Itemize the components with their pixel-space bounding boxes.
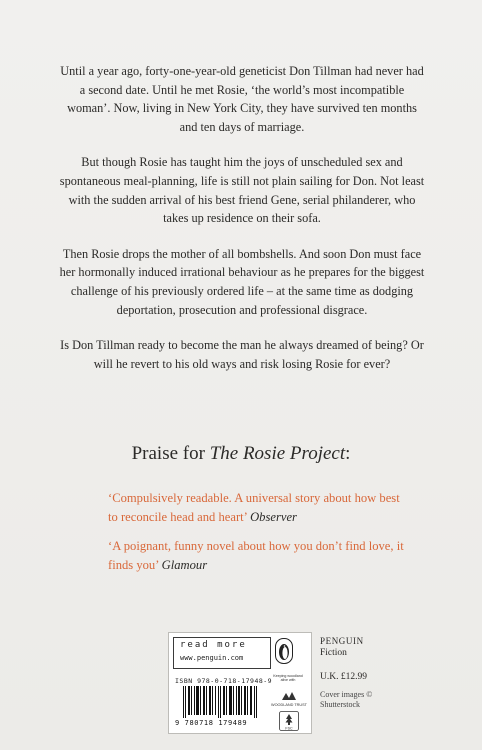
- quote-text: ‘A poignant, funny novel about how you don’t find love, it finds you’: [108, 539, 404, 572]
- cover-credit-line: Cover images ©: [320, 690, 373, 699]
- barcode-icon: [183, 686, 259, 718]
- cover-credit-line: Shutterstock: [320, 700, 360, 709]
- website-url: www.penguin.com: [180, 654, 244, 662]
- blurb-paragraph-1: Until a year ago, forty-one-year-old geneticist Don Tillman had never had a second date. Until he met Rosie, ‘the world’s most incompatible woman’. Now, living in New York City, they have survived ten months and ten days of marriage.: [60, 64, 424, 134]
- woodland-trust-logo-icon: [281, 691, 297, 701]
- quote-source: Observer: [250, 509, 297, 524]
- isbn-number: ISBN 978-0-718-17948-9: [175, 677, 273, 685]
- read-more-label: read more: [180, 640, 247, 650]
- quote-source: Glamour: [161, 557, 208, 572]
- woodland-trust-label: WOODLAND TRUST: [270, 703, 307, 707]
- blurb-paragraph-2: But though Rosie has taught him the joys of unscheduled sex and spontaneous meal-planning, life is still not plain sailing for Don. Not least with the sudden arrival of his best friend Gene, serial philanderer, who takes up residence on their sofa.: [59, 155, 425, 226]
- fsc-logo-icon: [279, 711, 299, 731]
- praise-heading: [0, 443, 482, 465]
- review-quote: [108, 537, 408, 574]
- book-category: Fiction: [320, 648, 347, 658]
- imprint-name: PENGUIN: [320, 636, 364, 646]
- barcode-panel: [168, 632, 312, 734]
- review-quote: [108, 489, 408, 526]
- blurb-paragraph-4: Is Don Tillman ready to become the man he always dreamed of being? Or will he revert to his old ways and risk losing Rosie for ever?: [60, 338, 424, 371]
- cover-credit: [320, 690, 430, 710]
- blurb: [58, 62, 426, 390]
- fsc-label: FSC: [285, 726, 293, 731]
- quote-text: ‘Compulsively readable. A universal story about how best to reconcile head and heart’: [108, 491, 400, 524]
- barcode-digits: 9 780718 179489: [175, 719, 248, 727]
- praise-heading-prefix: Praise for: [131, 443, 210, 464]
- blurb-paragraph-3: Then Rosie drops the mother of all bombshells. And soon Don must face her hormonally induced irrational behaviour as he prepares for the biggest challenge of his previously ordered life – at the same time as dodging deportation, prosecution and professional disgrace.: [59, 246, 425, 317]
- publisher-info: [320, 636, 430, 710]
- praise-heading-suffix: :: [345, 443, 351, 464]
- woodland-cert-text: Keeping woodland alive with: [273, 674, 303, 683]
- penguin-logo-icon: [275, 638, 293, 664]
- praise-heading-title: The Rosie Project: [209, 443, 346, 464]
- book-price: U.K. £12.99: [320, 672, 367, 682]
- read-more-box: [173, 637, 271, 669]
